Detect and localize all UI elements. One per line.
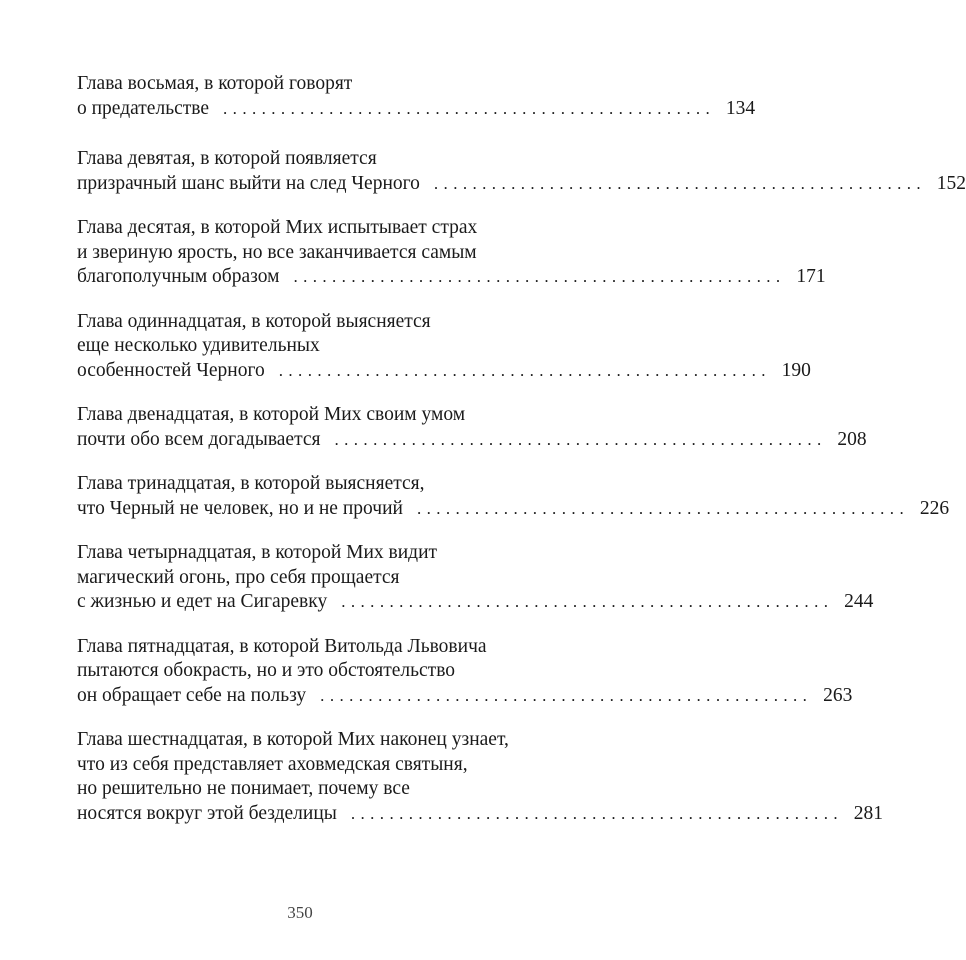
table-of-contents bbox=[77, 72, 966, 846]
dot-leader: ................................................... bbox=[350, 803, 844, 823]
chapter-title-line: благополучным образом bbox=[77, 266, 280, 287]
chapter-title-line: Глава пятнадцатая, в которой Витольда Львовича bbox=[77, 635, 487, 657]
chapter-title-last-line bbox=[77, 497, 950, 522]
chapter-title-last-line bbox=[77, 684, 853, 709]
chapter-title-line: с жизнью и едет на Сигаревку bbox=[77, 591, 328, 612]
folio-page-number: 350 bbox=[287, 903, 313, 922]
chapter-title-line: еще несколько удивительных bbox=[77, 335, 320, 356]
page-number: 134 bbox=[725, 97, 756, 119]
chapter-title-last-line bbox=[77, 590, 874, 615]
chapter-title-line: особенностей Черного bbox=[77, 359, 265, 381]
dot-leader: ................................................... bbox=[341, 592, 834, 611]
dot-leader: ................................................... bbox=[334, 429, 827, 449]
chapter-title-last-line bbox=[77, 172, 966, 197]
chapter-title-line: носятся вокруг этой безделицы bbox=[77, 802, 337, 824]
page-number: 190 bbox=[781, 359, 811, 381]
page-number: 244 bbox=[844, 591, 874, 612]
chapter-title-line: о предательстве bbox=[77, 97, 210, 119]
toc-entry[interactable] bbox=[77, 147, 966, 196]
page-number: 226 bbox=[919, 497, 950, 519]
dot-leader: ................................................... bbox=[293, 267, 786, 286]
chapter-title-last-line bbox=[77, 265, 826, 290]
page-number: 263 bbox=[823, 684, 853, 706]
chapter-title-line: пытаются обокрасть, но и это обстоятельство bbox=[77, 660, 456, 681]
dot-leader: ................................................... bbox=[223, 98, 716, 118]
chapter-title-line: и звериную ярость, но все заканчивается самым bbox=[77, 241, 477, 263]
chapter-title-line: Глава десятая, в которой Мих испытывает страх bbox=[77, 217, 478, 238]
dot-leader: ................................................... bbox=[416, 498, 910, 518]
toc-entry[interactable] bbox=[77, 310, 811, 384]
chapter-title-line: почти обо всем догадывается bbox=[77, 428, 321, 450]
toc-entry[interactable] bbox=[77, 216, 826, 290]
toc-entry[interactable] bbox=[77, 472, 950, 521]
chapter-title-line: Глава двенадцатая, в которой Мих своим умом bbox=[77, 404, 466, 425]
chapter-title-last-line bbox=[77, 97, 756, 122]
dot-leader: ................................................... bbox=[320, 685, 813, 705]
chapter-title-line: магический огонь, про себя прощается bbox=[77, 566, 400, 588]
chapter-title-line: призрачный шанс выйти на след Черного bbox=[77, 172, 420, 194]
chapter-title-line: Глава одиннадцатая, в которой выясняется bbox=[77, 310, 431, 332]
chapter-title-line: Глава шестнадцатая, в которой Мих наконец узнает, bbox=[77, 729, 509, 750]
page-number: 171 bbox=[796, 266, 826, 287]
dot-leader: ................................................... bbox=[278, 360, 771, 380]
dot-leader: ................................................... bbox=[433, 173, 927, 193]
toc-entry[interactable] bbox=[77, 72, 756, 121]
chapter-title-last-line bbox=[77, 359, 811, 384]
page-number: 152 bbox=[936, 172, 966, 194]
chapter-title-line: что Черный не человек, но и не прочий bbox=[77, 497, 403, 519]
toc-entry[interactable] bbox=[77, 403, 867, 452]
chapter-title-line: он обращает себе на пользу bbox=[77, 684, 307, 706]
page-number: 208 bbox=[837, 428, 867, 450]
chapter-title-line: Глава четырнадцатая, в которой Мих видит bbox=[77, 542, 438, 563]
chapter-title-line: что из себя представляет аховмедская святыня, bbox=[77, 753, 468, 775]
chapter-title-line: Глава восьмая, в которой говорят bbox=[77, 73, 353, 94]
chapter-title-line: но решительно не понимает, почему все bbox=[77, 778, 410, 799]
page-number: 281 bbox=[853, 802, 884, 824]
toc-entry[interactable] bbox=[77, 728, 884, 826]
chapter-title-line: Глава девятая, в которой появляется bbox=[77, 148, 377, 169]
toc-entry[interactable] bbox=[77, 635, 853, 709]
chapter-title-last-line bbox=[77, 802, 884, 827]
chapter-title-last-line bbox=[77, 428, 867, 453]
chapter-title-line: Глава тринадцатая, в которой выясняется, bbox=[77, 473, 425, 494]
toc-entry[interactable] bbox=[77, 541, 874, 615]
